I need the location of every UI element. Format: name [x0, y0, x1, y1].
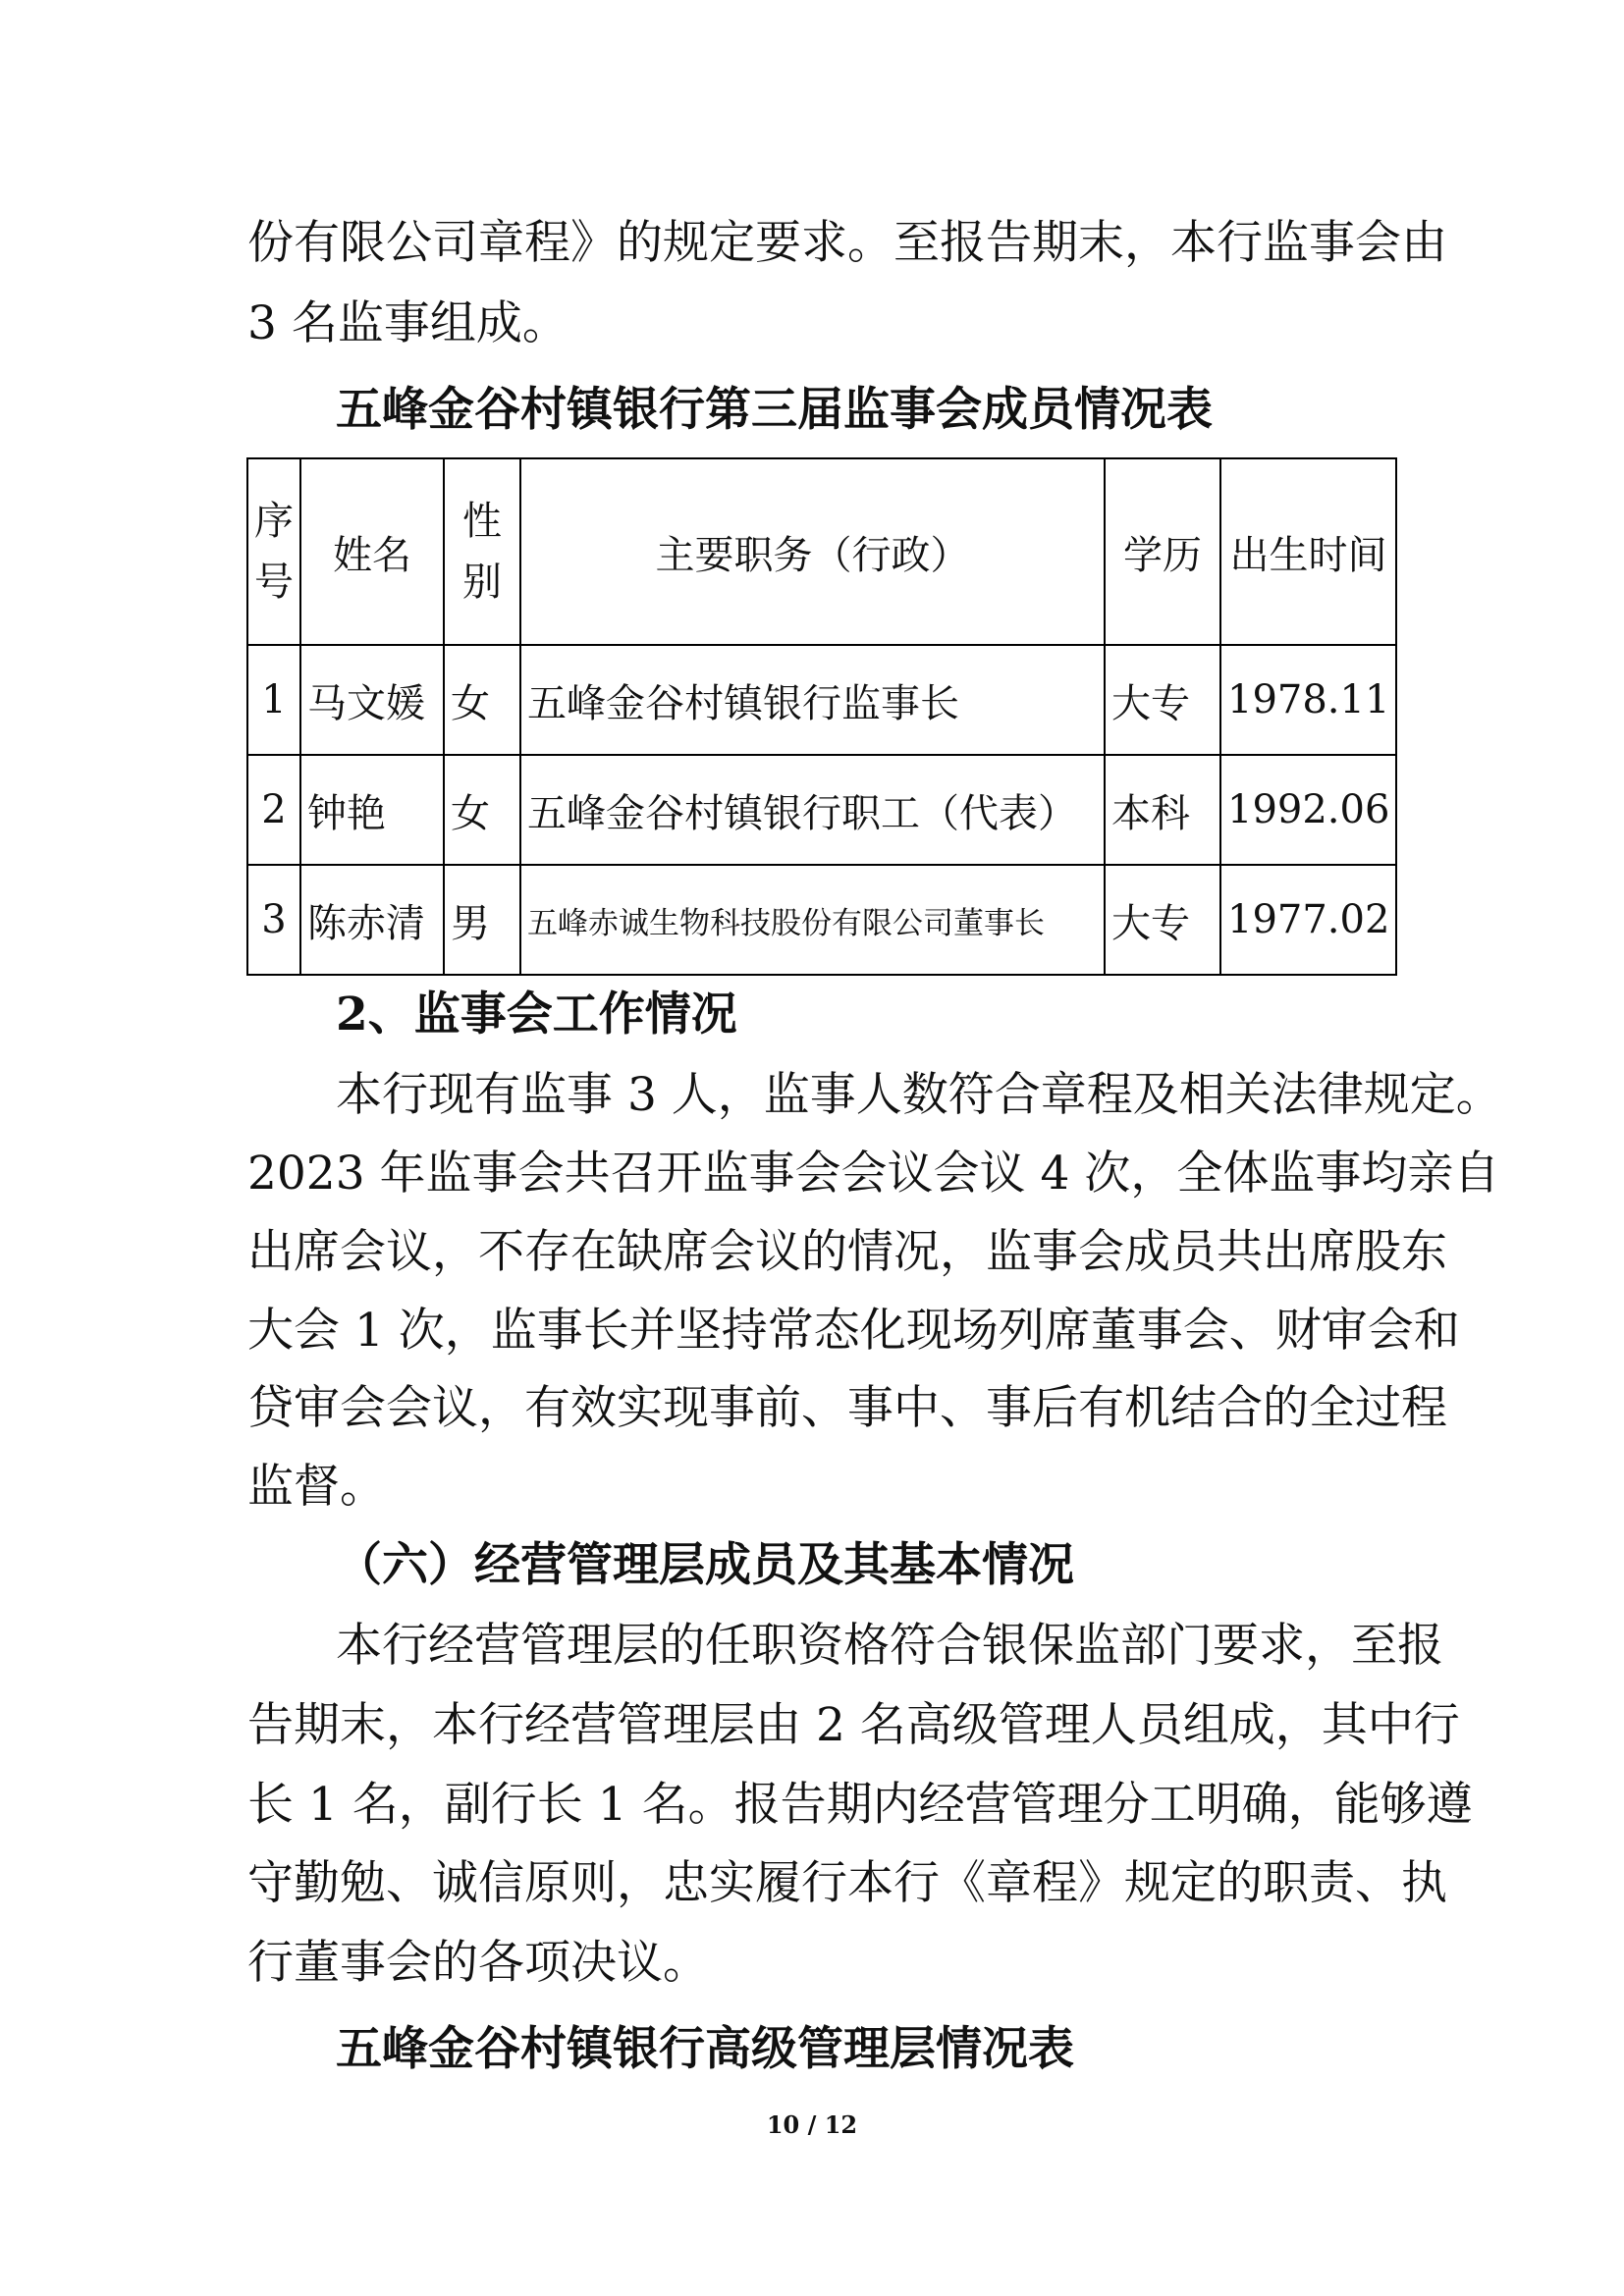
section6-line-2: 告期末，本行经营管理层由 2 名高级管理人员组成，其中行	[247, 1698, 1460, 1752]
cell-position: 五峰金谷村镇银行职工（代表）	[520, 755, 1105, 865]
section2-line-3: 出席会议，不存在缺席会议的情况，监事会成员共出席股东	[247, 1225, 1447, 1279]
section6-heading: （六）经营管理层成员及其基本情况	[336, 1538, 1074, 1592]
cell-position: 五峰金谷村镇银行监事长	[520, 645, 1105, 755]
table-row	[247, 645, 1396, 755]
header-birth: 出生时间	[1220, 458, 1396, 645]
cell-no: 2	[247, 755, 300, 865]
header-name: 姓名	[300, 458, 444, 645]
cell-name: 陈赤清	[300, 865, 444, 975]
cell-birth: 1977.02	[1220, 865, 1396, 975]
cell-gender: 女	[444, 755, 520, 865]
section2-line-2: 2023 年监事会共召开监事会会议会议 4 次，全体监事均亲自	[247, 1147, 1500, 1201]
cell-position: 五峰赤诚生物科技股份有限公司董事长	[520, 865, 1105, 975]
cell-gender: 女	[444, 645, 520, 755]
section6-line-1: 本行经营管理层的任职资格符合银保监部门要求，至报	[336, 1619, 1443, 1673]
cell-education: 大专	[1105, 865, 1220, 975]
header-education: 学历	[1105, 458, 1220, 645]
section2-line-1: 本行现有监事 3 人，监事人数符合章程及相关法律规定。	[336, 1068, 1502, 1122]
supervisors-table	[246, 457, 1397, 976]
intro-line-2: 3 名监事组成。	[247, 296, 568, 350]
section6-line-4: 守勤勉、诚信原则，忠实履行本行《章程》规定的职责、执	[247, 1856, 1447, 1910]
cell-name: 马文媛	[300, 645, 444, 755]
table-header-row	[247, 458, 1396, 645]
page-number: 10 / 12	[766, 2110, 858, 2139]
management-table-title: 五峰金谷村镇银行高级管理层情况表	[336, 2022, 1074, 2076]
cell-education: 本科	[1105, 755, 1220, 865]
section2-line-5: 贷审会会议，有效实现事前、事中、事后有机结合的全过程	[247, 1381, 1447, 1435]
cell-birth: 1978.11	[1220, 645, 1396, 755]
header-position: 主要职务（行政）	[520, 458, 1105, 645]
cell-birth: 1992.06	[1220, 755, 1396, 865]
cell-gender: 男	[444, 865, 520, 975]
table-row	[247, 865, 1396, 975]
header-no: 序 号	[247, 458, 300, 645]
section2-heading: 2、监事会工作情况	[336, 988, 737, 1041]
section2-line-4: 大会 1 次，监事长并坚持常态化现场列席董事会、财审会和	[247, 1304, 1460, 1358]
table-row	[247, 755, 1396, 865]
supervisors-table-title: 五峰金谷村镇银行第三届监事会成员情况表	[336, 383, 1213, 437]
cell-no: 3	[247, 865, 300, 975]
section6-line-5: 行董事会的各项决议。	[247, 1936, 709, 1990]
cell-name: 钟艳	[300, 755, 444, 865]
cell-education: 大专	[1105, 645, 1220, 755]
section6-line-3: 长 1 名，副行长 1 名。报告期内经营管理分工明确，能够遵	[247, 1778, 1473, 1832]
intro-line-1: 份有限公司章程》的规定要求。至报告期末，本行监事会由	[247, 216, 1447, 270]
cell-no: 1	[247, 645, 300, 755]
header-gender: 性 别	[444, 458, 520, 645]
section2-line-6: 监督。	[247, 1460, 386, 1514]
